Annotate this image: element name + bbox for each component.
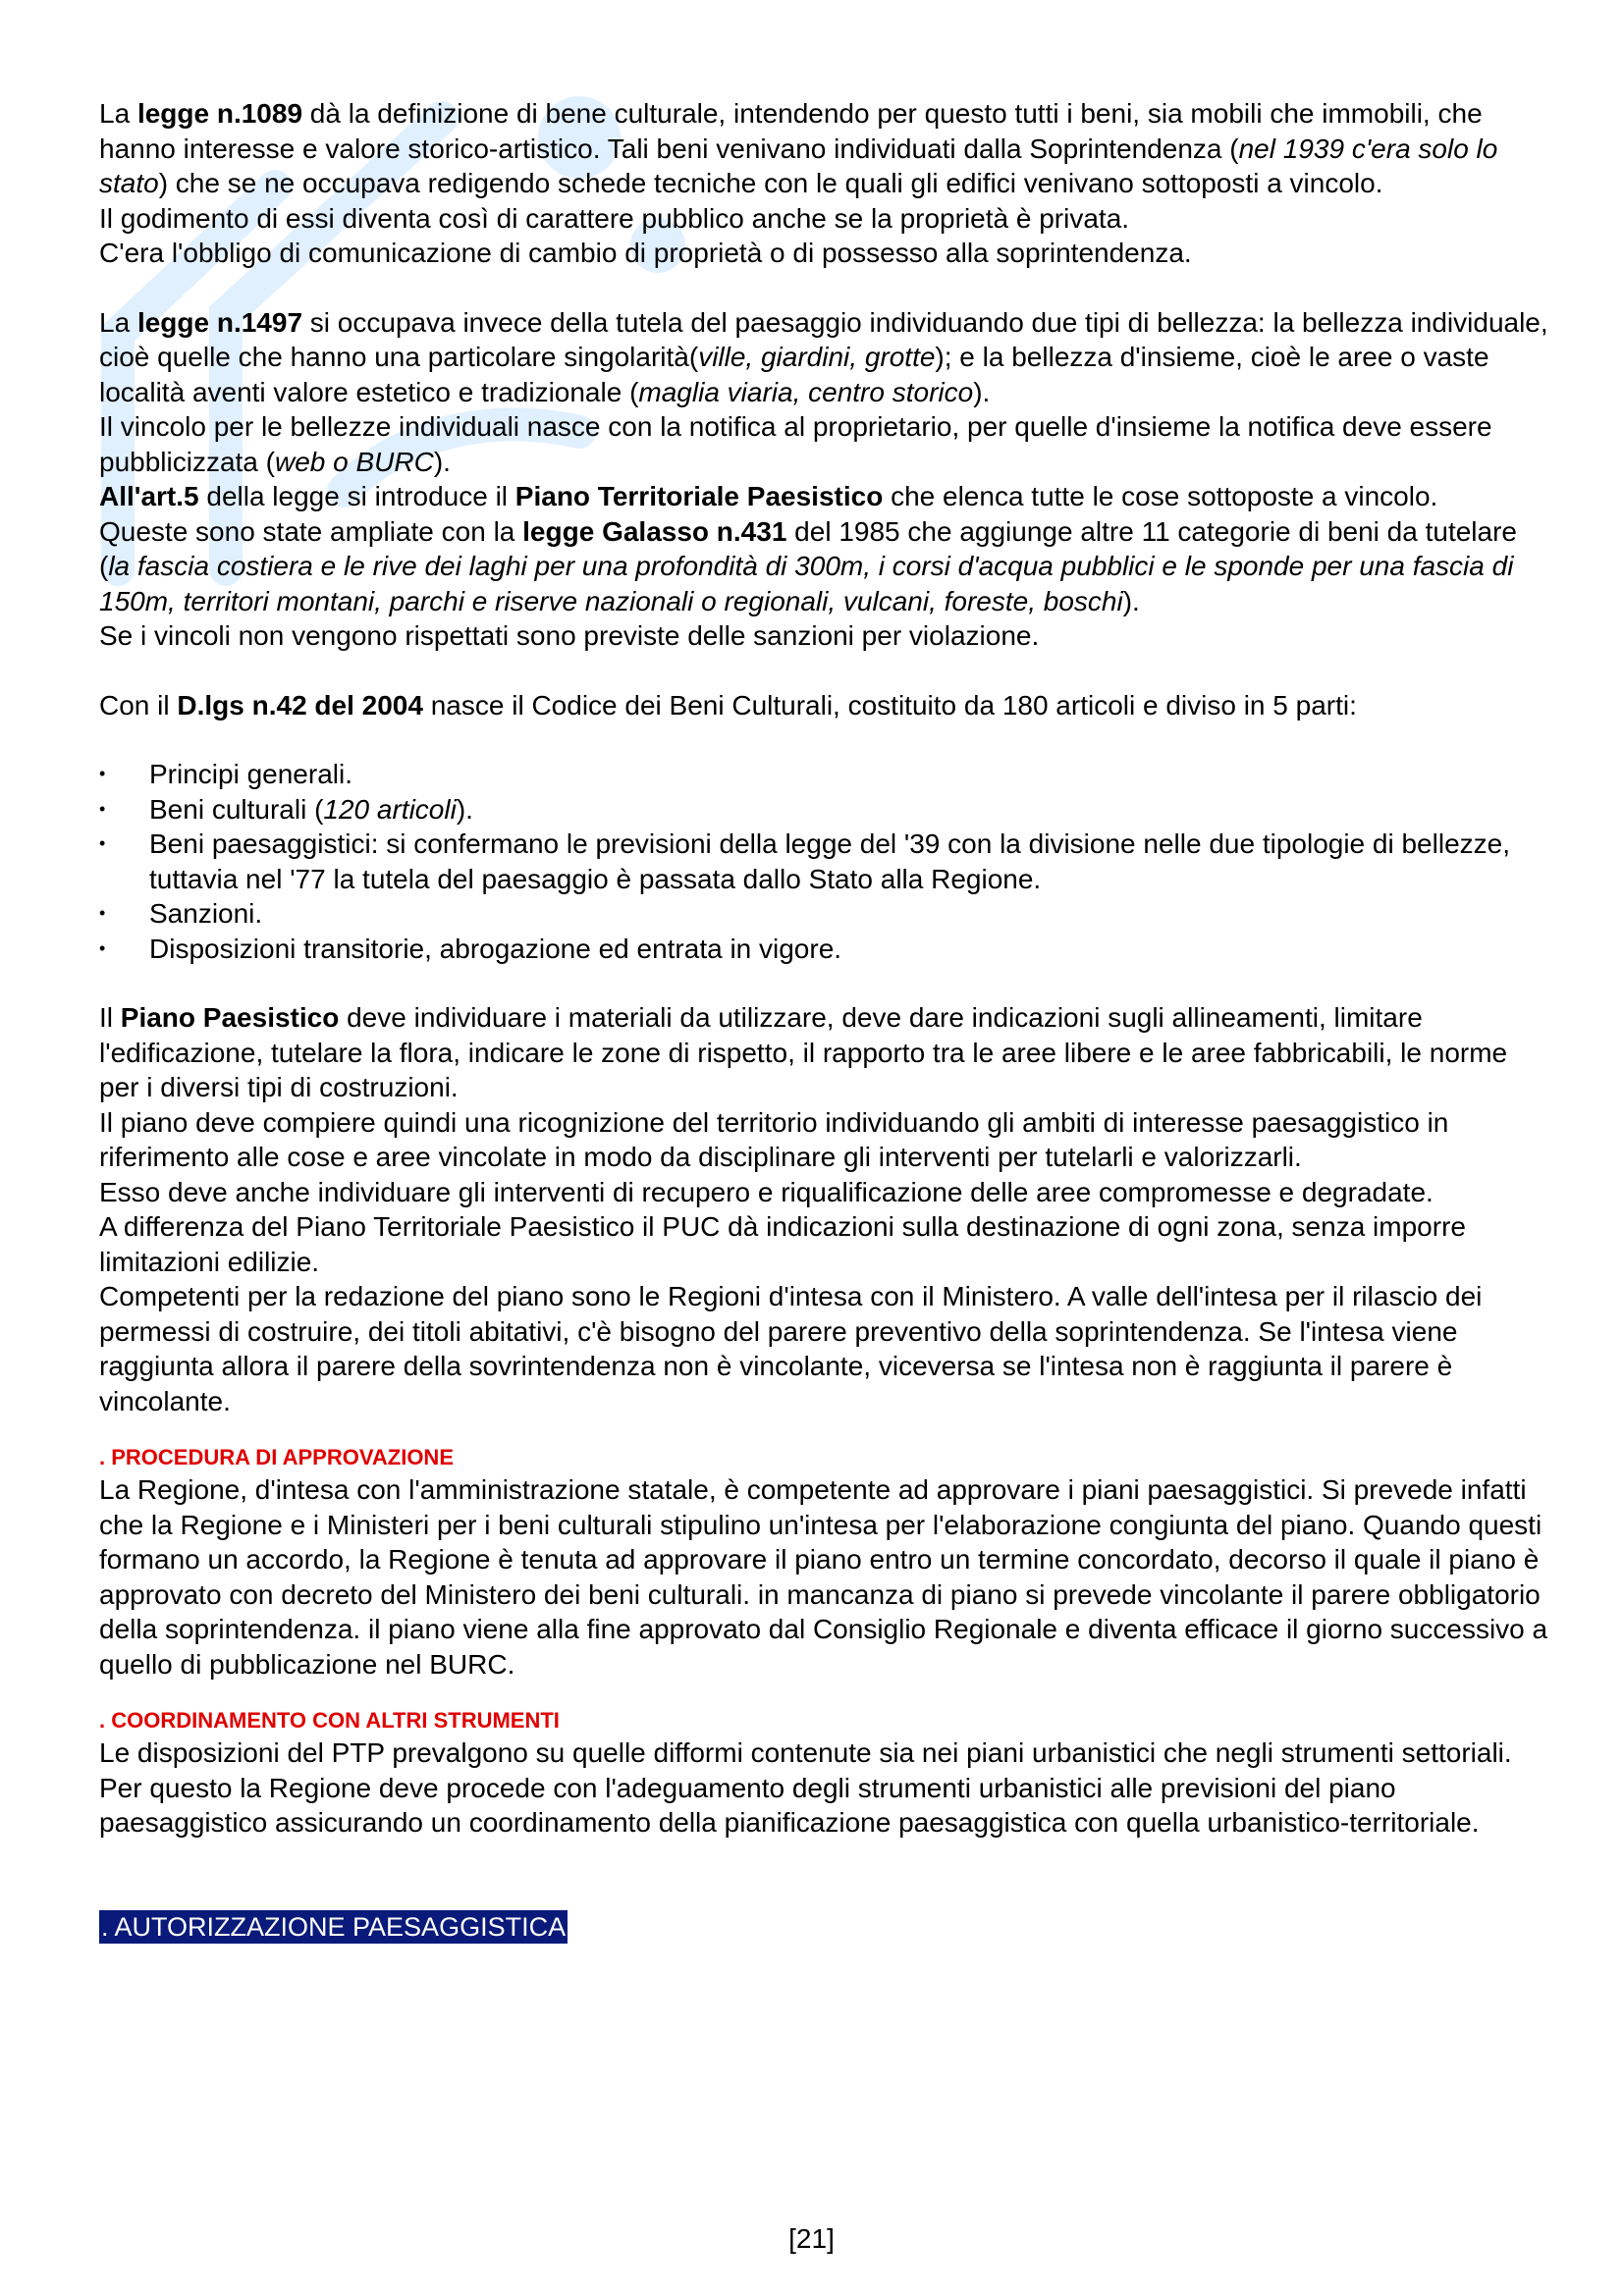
paragraph-vincolo: Il vincolo per le bellezze individuali nasce con la notifica al proprietario, per quelle d'insieme la notifica deve essere pubblicizzata (web o BURC). xyxy=(99,411,1492,477)
paragraph-puc: A differenza del Piano Territoriale Paesistico il PUC dà indicazioni sulla destinazione di ogni zona, senza imporre limitazioni edilizie. xyxy=(99,1211,1466,1277)
paragraph-legge-1497: La legge n.1497 si occupava invece della tutela del paesaggio individuando due tipi di bellezza: la bellezza individuale, cioè quelle che hanno una particolare singolarità(ville, giardini, grotte); e la bellezza d'insieme, cioè le aree o vaste località aventi valore estetico e tradizionale (maglia viaria, centro storico). xyxy=(99,306,1548,407)
paragraph-ricognizione: Il piano deve compiere quindi una ricognizione del territorio individuando gli ambiti di interesse paesaggistico in riferimento alle cose e aree vincolate in modo da disciplinare gli interventi per tutelarli e valorizzarli. xyxy=(99,1106,1449,1172)
paragraph-piano-paesistico: Il Piano Paesistico deve individuare i materiali da utilizzare, deve dare indicazioni sugli allineamenti, limitare l'edificazione, tutelare la flora, indicare le zone di rispetto, il rapporto tra le aree libere e le aree fabbricabili, le norme per i diversi tipi di costruzioni. xyxy=(99,1002,1508,1102)
paragraph-recupero: Esso deve anche individuare gli interventi di recupero e riqualificazione delle aree compromesse e degradate. xyxy=(99,1176,1434,1207)
section-heading-autorizzazione-wrapper xyxy=(99,1909,1552,1945)
paragraph-coordinamento: Le disposizioni del PTP prevalgono su quelle difformi contenute sia nei piani urbanistici che negli strumenti settoriali. Per questo la Regione deve procede con l'adeguamento degli strumenti urbanistici alle previsioni del piano paesaggistico assicurando un coordinamento della pianificazione paesaggistica con quella urbanistico-territoriale. xyxy=(99,1737,1512,1838)
paragraph-procedura: La Regione, d'intesa con l'amministrazione statale, è competente ad approvare i piani paesaggistici. Si prevede infatti che la Regione e i Ministeri per i beni culturali stipulino un'intesa per l'elaborazione congiunta del piano. Quando questi formano un accordo, la Regione è tenuta ad approvare il piano entro un termine concordato, decorso il quale il piano è approvato con decreto del Ministero dei beni culturali. in mancanza di piano si prevede vincolante il parere obbligatorio della soprintendenza. il piano viene alla fine approvato dal Consiglio Regionale e diventa efficace il giorno successivo a quello di pubblicazione nel BURC. xyxy=(99,1474,1548,1680)
list-item: • Disposizioni transitorie, abrogazione ed entrata in vigore. xyxy=(99,932,1552,967)
section-heading-autorizzazione: . AUTORIZZAZIONE PAESAGGISTICA xyxy=(101,1911,567,1942)
paragraph-dlgs-42: Con il D.lgs n.42 del 2004 nasce il Codice dei Beni Culturali, costituito da 180 articoli e diviso in 5 parti: xyxy=(99,689,1357,721)
paragraph-legge-galasso: Queste sono state ampliate con la legge Galasso n.431 del 1985 che aggiunge altre 11 categorie di beni da tutelare (la fascia costiera e le rive dei laghi per una profondità di 300m, i corsi d'acqua pubblici e le sponde per una fascia di 150m, territori montani, parchi e riserve nazionali o regionali, vulcani, foreste, boschi). xyxy=(99,515,1517,616)
paragraph-competenti: Competenti per la redazione del piano sono le Regioni d'intesa con il Ministero. A valle dell'intesa per il rilascio dei permessi di costruire, dei titoli abitativi, c'è bisogno del parere preventivo della soprintendenza. Se l'intesa viene raggiunta allora il parere della sovrintendenza non è vincolante, viceversa se l'intesa non è raggiunta il parere è vincolante. xyxy=(99,1281,1483,1416)
paragraph-legge-1089: La legge n.1089 dà la definizione di bene culturale, intendendo per questo tutti i beni, sia mobili che immobili, che hanno interesse e valore storico-artistico. Tali beni venivano individuati dalla Soprintendenza (nel 1939 c'era solo lo stato) che se ne occupava redigendo schede tecniche con le quali gli edifici venivano sottoposti a vincolo. xyxy=(99,98,1498,198)
section-heading-procedura: . PROCEDURA DI APPROVAZIONE xyxy=(99,1445,454,1469)
list-item: • Sanzioni. xyxy=(99,896,1552,932)
list-item: • Beni culturali (120 articoli). xyxy=(99,792,1552,828)
paragraph-art5: All'art.5 della legge si introduce il Piano Territoriale Paesistico che elenca tutte le cose sottoposte a vincolo. xyxy=(99,481,1438,511)
list-item: • Principi generali. xyxy=(99,757,1552,792)
document-page xyxy=(99,96,1552,1944)
page-number: [21] xyxy=(788,2223,835,2254)
paragraph-sanzioni: Se i vincoli non vengono rispettati sono previste delle sanzioni per violazione. xyxy=(99,620,1040,651)
codice-parts-list xyxy=(99,757,1552,966)
paragraph-obbligo: C'era l'obbligo di comunicazione di cambio di proprietà o di possesso alla soprintendenza. xyxy=(99,238,1192,268)
section-heading-coordinamento: . COORDINAMENTO CON ALTRI STRUMENTI xyxy=(99,1708,560,1733)
list-item: • Beni paesaggistici: si confermano le previsioni della legge del '39 con la divisione nelle due tipologie di bellezze, tuttavia nel '77 la tutela del paesaggio è passata dallo Stato alla Regione. xyxy=(99,827,1552,896)
paragraph-godimento: Il godimento di essi diventa così di carattere pubblico anche se la proprietà è privata. xyxy=(99,202,1130,234)
